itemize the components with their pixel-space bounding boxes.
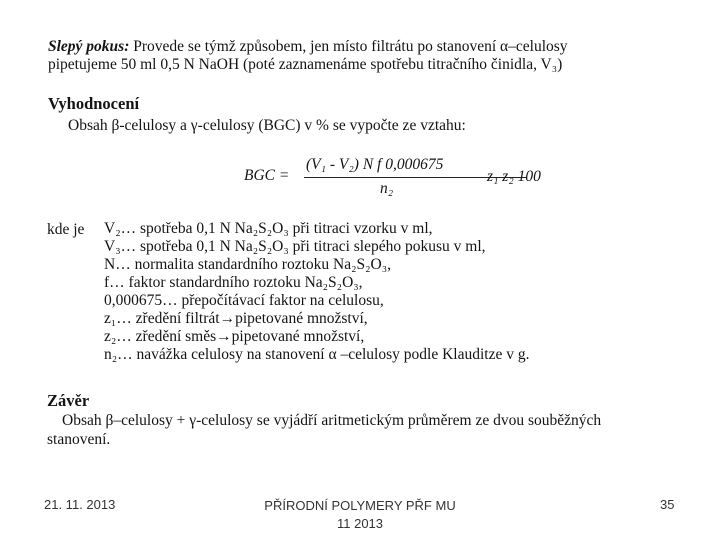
definition-item: V₂… spotřeba 0,1 N Na₂S₂O₃ při titraci vzorku v ml, [104,220,433,237]
footer-title-line-2: 11 2013 [336,516,384,531]
footer-title [220,497,500,533]
blind-test-line-1: Provede se týmž způsobem, jen místo filtrátu po stanovení α–celulosy [133,38,568,55]
footer-date: 21. 11. 2013 [44,497,116,512]
definition-item: n₂… navážka celulosy na stanovení α –celulosy podle Klauditze v g. [104,346,530,363]
formula-numerator: (V₁ - V₂) N f 0,000675 [306,156,444,173]
formula-denominator: n₂ [380,180,394,197]
definition-item: f… faktor standardního roztoku Na₂S₂O₃, [104,274,363,291]
page-number: 35 [660,497,675,512]
definition-item: z₁… zředění filtrát→pipetované množství, [104,310,368,327]
definitions-list [104,220,529,364]
conclusion-heading: Závěr [47,391,90,410]
blind-test-label: Slepý pokus: [48,38,130,55]
blind-test-line-2: pipetujeme 50 ml 0,5 N NaOH (poté zaznamenáme spotřebu titračního činidla, V₃) [48,56,563,73]
evaluation-heading: Vyhodnocení [48,94,140,113]
bgc-formula [244,156,564,206]
blind-test-paragraph [48,38,568,74]
definition-item: N… normalita standardního roztoku Na₂S₂O₃, [104,256,391,273]
definition-item: z₂… zředění směs→pipetované množství, [104,328,365,345]
definition-item: 0,000675… přepočítávací faktor na celulosu, [104,292,384,309]
evaluation-text: Obsah β-celulosy a γ-celulosy (BGC) v % se vypočte ze vztahu: [68,117,466,134]
formula-lhs: BGC = [244,167,290,184]
formula-tail: z₁ z₂ 100 [487,168,541,185]
definition-item: V₃… spotřeba 0,1 N Na₂S₂O₃ při titraci slepého pokusu v ml, [104,238,486,255]
conclusion-line-1: Obsah β–celulosy + γ-celulosy se vyjádří aritmetickým průměrem ze dvou souběžných [62,412,602,429]
footer-title-line-1: PŘÍRODNÍ POLYMERY PŘF MU [264,498,456,513]
where-label: kde je [47,221,85,238]
conclusion-line-2: stanovení. [47,431,111,448]
